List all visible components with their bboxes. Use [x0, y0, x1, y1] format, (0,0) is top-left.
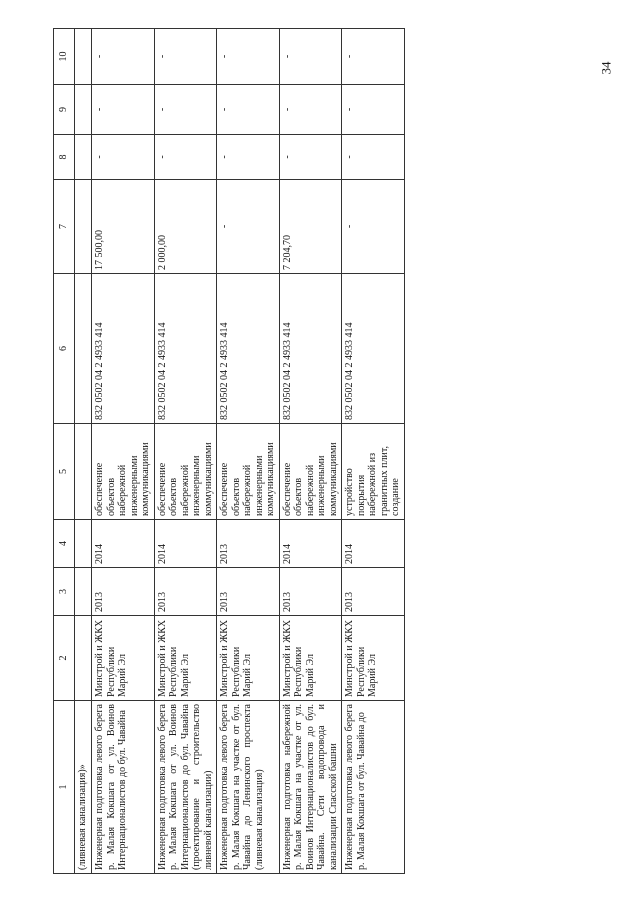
table-row	[154, 29, 217, 874]
col-header-7: 7	[54, 180, 75, 274]
cell-budget-code: 832 0502 04 2 4933 414	[154, 274, 217, 424]
cell-executor: Минстрой и ЖКХ Республики Марий Эл	[92, 616, 155, 701]
cell-end-year: 2014	[92, 520, 155, 568]
cell-budget-code: 832 0502 04 2 4933 414	[217, 274, 280, 424]
cell-activity: Инженерная подготовка левого берега р. Малая Кокшага на участке от бул. Чавайна до Ленинского проспекта (ливневая канализация)	[217, 701, 280, 874]
continuation-row	[75, 29, 92, 874]
cell-start-year: 2013	[279, 568, 342, 616]
cell-end-year: 2014	[279, 520, 342, 568]
cell-col8: -	[92, 135, 155, 180]
col-header-10: 10	[54, 29, 75, 85]
cell-col10: -	[279, 29, 342, 85]
table-row	[217, 29, 280, 874]
cell-amount: 2 000,00	[154, 180, 217, 274]
cell-col9: -	[217, 85, 280, 135]
page-number: 34	[598, 61, 614, 75]
cell-end-year: 2014	[342, 520, 405, 568]
program-table	[53, 28, 405, 874]
cell-col8: -	[154, 135, 217, 180]
cell-col8: -	[342, 135, 405, 180]
cell-start-year: 2013	[217, 568, 280, 616]
header-row	[54, 29, 75, 874]
cell-col10: -	[217, 29, 280, 85]
cell-col10: -	[154, 29, 217, 85]
cell-activity: Инженерная подготовка левого берега р. Малая Кокшага от ул. Воинов Интернационалистов до бул. Чавайна (проектирование и строительство ливневой канализации)	[154, 701, 217, 874]
col-header-6: 6	[54, 274, 75, 424]
rotated-page	[53, 29, 593, 874]
table-row	[92, 29, 155, 874]
continuation-text: (ливневая канализация)»	[75, 701, 92, 874]
table-row	[342, 29, 405, 874]
cell-col9: -	[92, 85, 155, 135]
table-row	[279, 29, 342, 874]
col-header-5: 5	[54, 424, 75, 520]
col-header-1: 1	[54, 701, 75, 874]
cell-col9: -	[342, 85, 405, 135]
col-header-4: 4	[54, 520, 75, 568]
cell-budget-code: 832 0502 04 2 4933 414	[342, 274, 405, 424]
cell-result: устройство покрытия набережной из гранитных плит, создание	[342, 424, 405, 520]
cell-start-year: 2013	[92, 568, 155, 616]
cell-start-year: 2013	[154, 568, 217, 616]
cell-end-year: 2013	[217, 520, 280, 568]
cell-col10: -	[92, 29, 155, 85]
cell-col9: -	[154, 85, 217, 135]
cell-col10: -	[342, 29, 405, 85]
col-header-8: 8	[54, 135, 75, 180]
cell-budget-code: 832 0502 04 2 4933 414	[92, 274, 155, 424]
cell-amount: -	[342, 180, 405, 274]
col-header-3: 3	[54, 568, 75, 616]
col-header-2: 2	[54, 616, 75, 701]
cell-result: обеспечение объектов набережной инженерными коммуникациями	[92, 424, 155, 520]
cell-result: обеспечение объектов набережной инженерными коммуникациями	[217, 424, 280, 520]
cell-amount: 7 204,70	[279, 180, 342, 274]
cell-executor: Минстрой и ЖКХ Республики Марий Эл	[342, 616, 405, 701]
cell-amount: -	[217, 180, 280, 274]
cell-result: обеспечение объектов набережной инженерными коммуникациями	[154, 424, 217, 520]
col-header-9: 9	[54, 85, 75, 135]
cell-executor: Минстрой и ЖКХ Республики Марий Эл	[154, 616, 217, 701]
cell-col8: -	[217, 135, 280, 180]
cell-activity: Инженерная подготовка набережной р. Малая Кокшага на участке от ул. Воинов Интернационалистов до бул. Чавайна. Сети водопровода и канализации Спасской башни	[279, 701, 342, 874]
cell-start-year: 2013	[342, 568, 405, 616]
cell-col8: -	[279, 135, 342, 180]
cell-result: обеспечение объектов набережной инженерными коммуникациями	[279, 424, 342, 520]
cell-activity: Инженерная подготовка левого берега р. Малая Кокшага от ул. Воинов Интернационалистов до бул. Чавайна	[92, 701, 155, 874]
cell-amount: 17 500,00	[92, 180, 155, 274]
cell-activity: Инженерная подготовка левого берега р. Малая Кокшага от бул. Чавайна до	[342, 701, 405, 874]
cell-executor: Минстрой и ЖКХ Республики Марий Эл	[279, 616, 342, 701]
cell-executor: Минстрой и ЖКХ Республики Марий Эл	[217, 616, 280, 701]
cell-col9: -	[279, 85, 342, 135]
cell-end-year: 2014	[154, 520, 217, 568]
cell-budget-code: 832 0502 04 2 4933 414	[279, 274, 342, 424]
